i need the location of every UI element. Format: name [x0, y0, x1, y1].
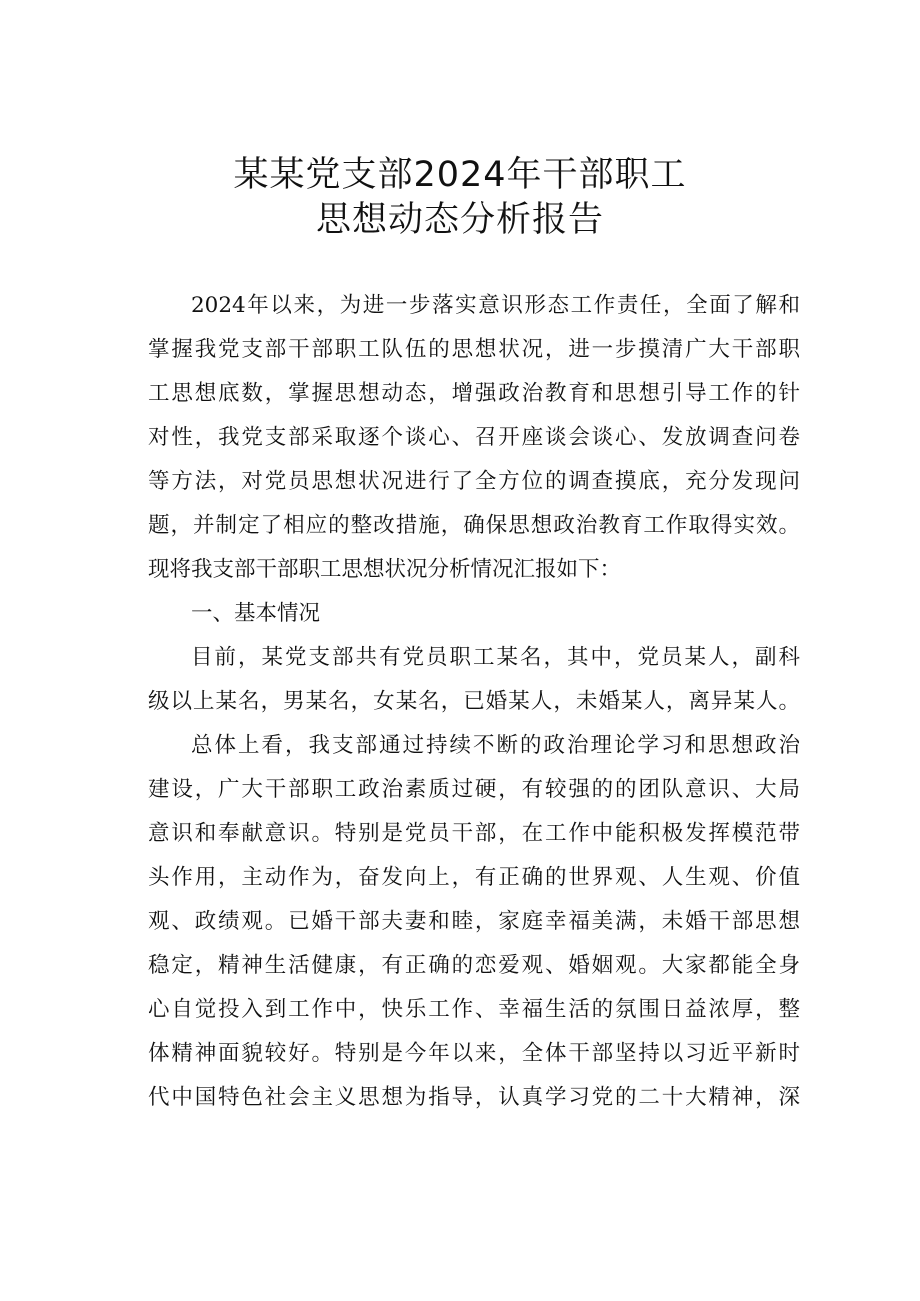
- paragraph-3-line-4: 头作用，主动作为，奋发向上，有正确的世界观、人生观、价值: [148, 865, 800, 890]
- paragraph-3-line-6: 稳定，精神生活健康，有正确的恋爱观、婚姻观。大家都能全身: [148, 953, 800, 978]
- paragraph-1-line-2: 掌握我党支部干部职工队伍的思想状况，进一步摸清广大干部职: [148, 337, 800, 362]
- paragraph-1-line-4: 对性，我党支部采取逐个谈心、召开座谈会谈心、发放调查问卷: [148, 425, 800, 450]
- paragraph-3-line-3: 意识和奉献意识。特别是党员干部，在工作中能积极发挥模范带: [148, 821, 800, 846]
- paragraph-2-line-2: 级以上某名，男某名，女某名，已婚某人，未婚某人，离异某人。: [148, 689, 800, 714]
- document-title-line-2: 思想动态分析报告: [315, 200, 604, 240]
- paragraph-1-line-3: 工思想底数，掌握思想动态，增强政治教育和思想引导工作的针: [148, 381, 800, 406]
- paragraph-3-line-9: 代中国特色社会主义思想为指导，认真学习党的二十大精神，深: [148, 1085, 800, 1110]
- paragraph-1-line-7: 现将我支部干部职工思想状况分析情况汇报如下：: [148, 557, 622, 582]
- paragraph-1-line-5: 等方法，对党员思想状况进行了全方位的调查摸底，充分发现问: [148, 469, 800, 494]
- paragraph-3-line-5: 观、政绩观。已婚干部夫妻和睦，家庭幸福美满，未婚干部思想: [148, 909, 800, 934]
- paragraph-3-line-7: 心自觉投入到工作中，快乐工作、幸福生活的氛围日益浓厚，整: [148, 997, 800, 1022]
- paragraph-1-line-1: 2024年以来，为进一步落实意识形态工作责任，全面了解和: [191, 293, 800, 318]
- paragraph-3-line-8: 体精神面貌较好。特别是今年以来，全体干部坚持以习近平新时: [148, 1041, 800, 1066]
- document-title-line-1: 某某党支部2024年干部职工: [233, 155, 687, 195]
- section-heading-basic-situation: 一、基本情况: [191, 601, 321, 626]
- paragraph-2-line-1: 目前，某党支部共有党员职工某名，其中，党员某人，副科: [191, 645, 800, 670]
- paragraph-1-line-6: 题，并制定了相应的整改措施，确保思想政治教育工作取得实效。: [148, 513, 800, 538]
- paragraph-3-line-2: 建设，广大干部职工政治素质过硬，有较强的的团队意识、大局: [148, 777, 800, 802]
- paragraph-3-line-1: 总体上看，我支部通过持续不断的政治理论学习和思想政治: [191, 733, 800, 758]
